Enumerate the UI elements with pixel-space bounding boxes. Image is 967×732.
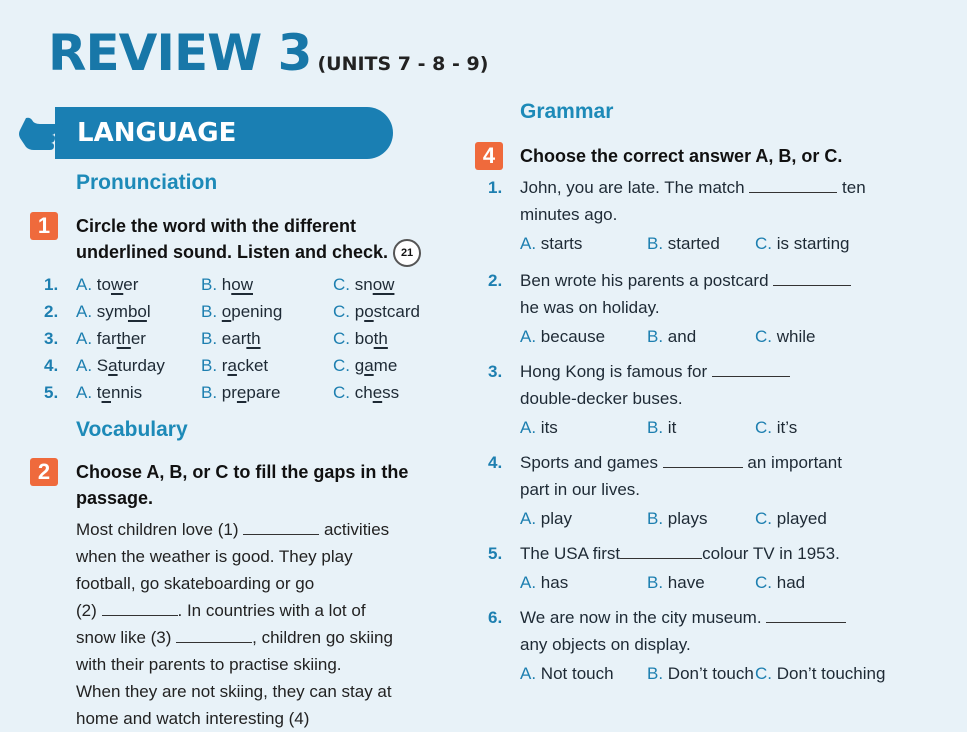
option-letter: B. xyxy=(647,509,668,528)
grammar-question xyxy=(488,449,958,535)
option-letter: B. xyxy=(201,329,222,348)
instruction-line: Choose A, B, or C to fill the gaps in the xyxy=(76,462,409,482)
option-letter: A. xyxy=(520,327,541,346)
passage-text: activities xyxy=(319,520,390,539)
option-letter: A. xyxy=(520,418,541,437)
underlined-sound: e xyxy=(236,383,247,402)
option-letter: B. xyxy=(201,275,222,294)
word-part: turday xyxy=(117,356,165,375)
answer-option-c[interactable] xyxy=(755,228,849,260)
answer-option-a[interactable] xyxy=(520,412,558,444)
underlined-sound: bo xyxy=(127,302,147,321)
answer-blank[interactable] xyxy=(773,271,851,286)
option-text: played xyxy=(776,509,827,528)
pronunciation-row xyxy=(44,271,464,298)
grammar-question xyxy=(488,604,958,690)
word-part: pening xyxy=(231,302,283,321)
answer-option-b[interactable] xyxy=(647,321,696,353)
question-line: part in our lives. xyxy=(520,480,640,499)
question-text: colour TV in 1953. xyxy=(702,544,840,563)
underlined-sound: o xyxy=(364,302,374,321)
option-c[interactable] xyxy=(333,325,388,352)
option-text: Don’t touching xyxy=(776,664,886,683)
word-part: r xyxy=(221,356,228,375)
grammar-question xyxy=(488,540,958,599)
answer-options xyxy=(520,658,958,690)
word-part: to xyxy=(96,275,111,294)
passage-line xyxy=(76,570,456,597)
question-line: any objects on display. xyxy=(520,635,691,654)
option-text: while xyxy=(776,327,816,346)
option-text: plays xyxy=(667,509,708,528)
option-letter: B. xyxy=(647,573,668,592)
answer-options xyxy=(520,321,958,353)
audio-track-icon[interactable] xyxy=(393,239,421,267)
option-letter: A. xyxy=(76,275,97,294)
question-text: an important xyxy=(742,453,842,472)
word-part: sn xyxy=(354,275,373,294)
item-number: 1. xyxy=(44,275,59,294)
word-part: p xyxy=(354,302,365,321)
option-c[interactable] xyxy=(333,379,399,406)
question-line xyxy=(520,174,958,201)
option-text: starts xyxy=(540,234,583,253)
pronunciation-row xyxy=(44,325,464,352)
answer-blank[interactable] xyxy=(620,544,702,559)
option-letter: C. xyxy=(755,418,777,437)
underlined-sound: a xyxy=(227,356,237,375)
word-part: cket xyxy=(236,356,269,375)
answer-options xyxy=(520,412,958,444)
pronunciation-list xyxy=(44,271,464,406)
grammar-question xyxy=(488,267,958,353)
item-number: 4. xyxy=(44,356,59,375)
option-letter: A. xyxy=(76,383,97,402)
answer-option-c[interactable] xyxy=(755,567,805,599)
exercise-1-badge xyxy=(30,212,58,240)
question-line: double-decker buses. xyxy=(520,389,683,408)
item-number: 5. xyxy=(44,383,59,402)
gap-blank[interactable] xyxy=(102,601,178,616)
underlined-sound: w xyxy=(110,275,124,294)
option-letter: A. xyxy=(76,356,97,375)
option-letter: C. xyxy=(333,356,355,375)
passage-text: home and watch interesting (4) xyxy=(76,709,310,728)
option-a[interactable] xyxy=(76,325,146,352)
instruction-line: passage. xyxy=(76,488,154,508)
option-letter: A. xyxy=(76,329,97,348)
badge-number: 4 xyxy=(475,142,503,170)
word-part: me xyxy=(373,356,398,375)
answer-option-a[interactable] xyxy=(520,658,614,690)
passage-line xyxy=(76,624,456,651)
passage-text: snow like (3) xyxy=(76,628,177,647)
option-letter: B. xyxy=(201,302,222,321)
option-letter: C. xyxy=(755,664,777,683)
option-letter: A. xyxy=(520,573,541,592)
answer-option-c[interactable] xyxy=(755,412,797,444)
option-text: Don’t touch xyxy=(667,664,754,683)
answer-option-b[interactable] xyxy=(647,412,676,444)
question-line: he was on holiday. xyxy=(520,298,660,317)
question-number: 6. xyxy=(488,608,503,627)
word-part: g xyxy=(354,356,365,375)
word-part: ch xyxy=(354,383,373,402)
underlined-sound: th xyxy=(246,329,261,348)
answer-options xyxy=(520,567,958,599)
option-letter: B. xyxy=(201,383,222,402)
option-letter: C. xyxy=(755,509,777,528)
question-text: ten xyxy=(837,178,866,197)
option-text: has xyxy=(540,573,569,592)
option-letter: B. xyxy=(647,664,668,683)
underlined-sound: th xyxy=(116,329,131,348)
underlined-sound: a xyxy=(108,356,118,375)
question-number: 5. xyxy=(488,544,503,563)
pronunciation-row xyxy=(44,352,464,379)
instruction-line xyxy=(76,239,456,267)
answer-option-b[interactable] xyxy=(647,228,720,260)
badge-number: 2 xyxy=(30,458,58,486)
exercise-4-badge xyxy=(475,142,503,170)
passage-text: , children go skiing xyxy=(252,628,393,647)
underlined-sound: e xyxy=(372,383,383,402)
passage-text: When they are not skiing, they can stay at xyxy=(76,682,392,701)
word-part: er xyxy=(123,275,139,294)
answer-option-a[interactable] xyxy=(520,567,568,599)
option-text: Not touch xyxy=(540,664,614,683)
answer-option-a[interactable] xyxy=(520,321,605,353)
exercise-1-instruction xyxy=(76,213,456,267)
passage-text: Most children love (1) xyxy=(76,520,244,539)
word-part: bo xyxy=(354,329,374,348)
question-line: minutes ago. xyxy=(520,205,618,224)
passage-text: when the weather is good. They play xyxy=(76,547,353,566)
answer-option-c[interactable] xyxy=(755,503,827,535)
option-b[interactable] xyxy=(201,271,253,298)
option-text: had xyxy=(776,573,806,592)
answer-option-c[interactable] xyxy=(755,658,885,690)
answer-option-b[interactable] xyxy=(647,567,705,599)
vocabulary-heading: Vocabulary xyxy=(76,418,188,441)
option-letter: B. xyxy=(647,418,668,437)
word-part: er xyxy=(130,329,146,348)
option-c[interactable] xyxy=(333,298,420,325)
option-a[interactable] xyxy=(76,379,142,406)
question-text: We are now in the city museum. xyxy=(520,608,767,627)
question-text: Hong Kong is famous for xyxy=(520,362,712,381)
question-number: 3. xyxy=(488,362,503,381)
underlined-sound: o xyxy=(221,302,232,321)
option-letter: B. xyxy=(201,356,222,375)
passage-line xyxy=(76,597,456,624)
instruction-text: underlined sound. Listen and check. xyxy=(76,242,389,262)
badge-number: 1 xyxy=(30,212,58,240)
language-banner: LANGUAGE xyxy=(55,107,393,159)
answer-options xyxy=(520,503,958,535)
grammar-question xyxy=(488,358,958,444)
exercise-4-instruction: Choose the correct answer A, B, or C. xyxy=(520,146,843,166)
answer-option-b[interactable] xyxy=(647,658,754,690)
word-part: pare xyxy=(246,383,281,402)
option-letter: A. xyxy=(520,509,541,528)
underlined-sound: ow xyxy=(372,275,395,294)
option-c[interactable] xyxy=(333,271,394,298)
option-text: and xyxy=(667,327,697,346)
grammar-heading: Grammar xyxy=(520,100,614,123)
option-letter: C. xyxy=(755,327,777,346)
passage-line xyxy=(76,705,456,732)
question-text: Sports and games xyxy=(520,453,663,472)
option-b[interactable] xyxy=(201,325,261,352)
option-letter: C. xyxy=(755,573,777,592)
word-part: far xyxy=(96,329,117,348)
word-part: sym xyxy=(96,302,128,321)
option-text: started xyxy=(667,234,720,253)
option-letter: A. xyxy=(76,302,97,321)
word-part: pr xyxy=(221,383,237,402)
word-part: t xyxy=(96,383,102,402)
pronunciation-row xyxy=(44,298,464,325)
instruction-line: Circle the word with the different xyxy=(76,216,357,236)
option-letter: A. xyxy=(520,664,541,683)
gap-blank[interactable] xyxy=(176,628,252,643)
title-main: REVIEW 3 xyxy=(48,24,312,82)
underlined-sound: a xyxy=(364,356,374,375)
passage-text: (2) xyxy=(76,601,102,620)
option-letter: B. xyxy=(647,327,668,346)
answer-options xyxy=(520,228,958,260)
answer-blank[interactable] xyxy=(766,608,846,623)
passage-text: with their parents to practise skiing. xyxy=(76,655,342,674)
passage-text: . In countries with a lot of xyxy=(177,601,366,620)
answer-blank[interactable] xyxy=(712,362,790,377)
pointing-hand-icon xyxy=(18,114,64,152)
page-title xyxy=(48,24,488,82)
word-part: nnis xyxy=(111,383,143,402)
question-line xyxy=(520,540,958,567)
exercise-2-badge xyxy=(30,458,58,486)
option-a[interactable] xyxy=(76,271,138,298)
pronunciation-heading: Pronunciation xyxy=(76,171,218,194)
question-line xyxy=(520,449,958,476)
option-text: play xyxy=(540,509,572,528)
passage-text: football, go skateboarding or go xyxy=(76,574,315,593)
underlined-sound: e xyxy=(101,383,111,402)
option-b[interactable] xyxy=(201,352,268,379)
word-part: l xyxy=(146,302,151,321)
option-letter: C. xyxy=(333,329,355,348)
passage-line xyxy=(76,543,456,570)
pronunciation-row xyxy=(44,379,464,406)
grammar-list xyxy=(488,174,958,695)
grammar-question xyxy=(488,174,958,260)
option-text: have xyxy=(667,573,705,592)
answer-option-a[interactable] xyxy=(520,228,582,260)
question-line xyxy=(520,358,958,385)
answer-blank[interactable] xyxy=(749,178,837,193)
option-a[interactable] xyxy=(76,298,151,325)
answer-option-c[interactable] xyxy=(755,321,815,353)
question-text: Ben wrote his parents a postcard xyxy=(520,271,774,290)
word-part: stcard xyxy=(373,302,420,321)
answer-blank[interactable] xyxy=(663,453,743,468)
item-number: 2. xyxy=(44,302,59,321)
option-a[interactable] xyxy=(76,352,165,379)
option-b[interactable] xyxy=(201,298,282,325)
question-text: The USA first xyxy=(520,544,621,563)
option-c[interactable] xyxy=(333,352,397,379)
word-part: ear xyxy=(221,329,247,348)
option-letter: C. xyxy=(333,383,355,402)
exercise-2-instruction xyxy=(76,459,456,511)
option-letter: C. xyxy=(755,234,777,253)
option-text: its xyxy=(540,418,558,437)
question-text: John, you are late. The match xyxy=(520,178,750,197)
option-text: it xyxy=(667,418,677,437)
word-part: h xyxy=(221,275,232,294)
option-text: is starting xyxy=(776,234,850,253)
option-letter: B. xyxy=(647,234,668,253)
question-number: 4. xyxy=(488,453,503,472)
option-text: it’s xyxy=(776,418,798,437)
question-number: 1. xyxy=(488,178,503,197)
word-part: ss xyxy=(382,383,400,402)
option-letter: C. xyxy=(333,302,355,321)
option-b[interactable] xyxy=(201,379,280,406)
word-part: S xyxy=(96,356,109,375)
passage-line xyxy=(76,516,456,543)
passage-line xyxy=(76,651,456,678)
passage-line xyxy=(76,678,456,705)
question-line xyxy=(520,267,958,294)
option-letter: C. xyxy=(333,275,355,294)
underlined-sound: ow xyxy=(231,275,253,294)
item-number: 3. xyxy=(44,329,59,348)
question-line xyxy=(520,604,958,631)
answer-option-b[interactable] xyxy=(647,503,707,535)
underlined-sound: th xyxy=(373,329,388,348)
vocabulary-passage xyxy=(76,516,456,732)
answer-option-a[interactable] xyxy=(520,503,572,535)
option-letter: A. xyxy=(520,234,541,253)
option-text: because xyxy=(540,327,606,346)
gap-blank[interactable] xyxy=(243,520,319,535)
track-number: 21 xyxy=(400,247,414,260)
title-subtitle: (UNITS 7 - 8 - 9) xyxy=(317,53,489,75)
question-number: 2. xyxy=(488,271,503,290)
